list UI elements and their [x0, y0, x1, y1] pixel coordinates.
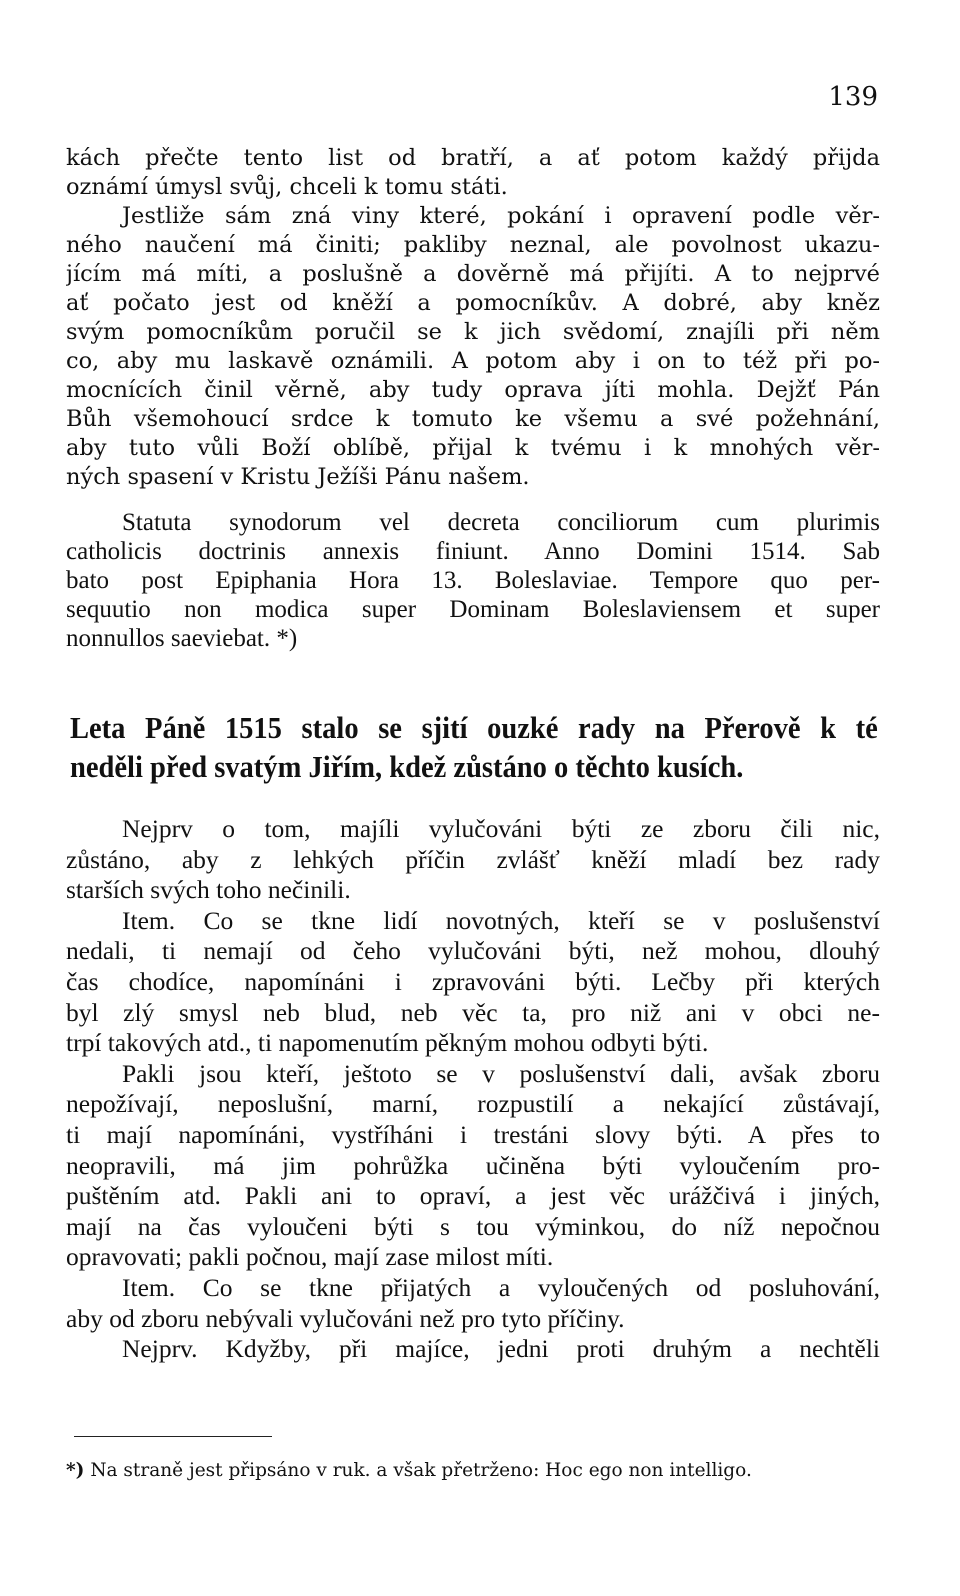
section-heading — [70, 708, 878, 786]
text-line: catholicis doctrinis annexis finiunt. Anno Domini 1514. Sab — [66, 538, 880, 565]
text-line: aby tuto vůli Boží oblíbě, přijal k tvému i k mnohých věr- — [66, 435, 880, 461]
text-line: nedali, ti nemají od čeho vylučováni býti, než mohou, dlouhý — [66, 936, 880, 966]
text-line: Nejprv o tom, majíli vylučováni býti ze zboru čili nic, — [122, 814, 880, 843]
page-number: 139 — [828, 82, 878, 112]
text-line: sequutio non modica super Dominam Boleslaviensem et super — [66, 596, 880, 623]
text-line: jícím má míti, a poslušně a dověrně má přijíti. A to nejprvé — [66, 261, 880, 287]
text-line: Item. Co se tkne lidí novotných, kteří se v poslušenství — [122, 905, 880, 935]
text-line: mají na čas vyloučeni býti s tou výminkou, do níž nepočnou — [66, 1211, 880, 1241]
footnote-text: Na straně jest připsáno v ruk. a však přetrženo: Hoc ego non intelligo. — [90, 1460, 752, 1481]
text-line: ať počato jest od kněží a pomocníkův. A dobré, aby kněz — [66, 290, 880, 316]
text-line: Bůh všemohoucí srdce k tomuto ke všemu a své požehnání, — [66, 406, 880, 432]
footnote — [66, 1460, 880, 1481]
text-line: Statuta synodorum vel decreta conciliorum cum plurimis — [122, 509, 880, 536]
text-line: puštěním atd. Pakli ani to opraví, a jest věc urážčivá i jiných, — [66, 1181, 880, 1211]
text-line: svým pomocníkům poručil se k jich svědomí, znajíli při něm — [66, 319, 880, 345]
text-line: Jestliže sám zná viny které, pokání i opravení podle věr- — [122, 203, 880, 229]
text-line: aby od zboru nebývali vylučováni než pro tyto příčiny. — [66, 1303, 625, 1333]
text-line: kách přečte tento list od bratří, a ať potom každý přijda — [66, 145, 880, 171]
text-line: mocnících činil věrně, aby tudy oprava jíti mohla. Dejžť Pán — [66, 377, 880, 403]
text-line: nepožívají, neposlušní, marní, rozpustilí a nekající zůstávají, — [66, 1089, 880, 1119]
heading-line: Leta Páně 1515 stalo se sjití ouzké rady na Přerově k té — [70, 710, 878, 745]
text-line: Item. Co se tkne přijatých a vyloučených od posluhování, — [122, 1272, 880, 1302]
text-line: co, aby mu laskavě oznámili. A potom aby i on to též při po- — [66, 348, 880, 374]
text-line: neopravili, má jim pohrůžka učiněna býti vyloučením pro- — [66, 1150, 880, 1180]
heading-line: neděli před svatým Jiřím, kdež zůstáno o těchto kusích. — [70, 749, 744, 784]
body-text-block — [66, 814, 880, 1365]
latin-paragraph — [66, 508, 880, 653]
text-line: byl zlý smysl neb blud, neb věc ta, pro niž ani v obci ne- — [66, 997, 880, 1027]
text-line: ného naučení má činiti; pakliby neznal, ale povolnost ukazu- — [66, 232, 880, 258]
text-line: Pakli jsou kteří, ještoto se v poslušenství dali, avšak zboru — [122, 1058, 880, 1088]
text-line: nonnullos saeviebat. *) — [66, 625, 298, 652]
footnote-divider — [74, 1436, 272, 1437]
footnote-mark: *) — [66, 1460, 85, 1481]
text-line: ti mají napomínáni, vystříháni i trestáni slovy býti. A přes to — [66, 1119, 880, 1149]
text-line: zůstáno, aby z lehkých příčin zvlášť kněží mladí bez rady — [66, 844, 880, 874]
text-line: starších svých toho nečinili. — [66, 875, 351, 905]
text-line: opravovati; pakli počnou, mají zase milost míti. — [66, 1242, 554, 1272]
czech-text-block — [66, 144, 880, 492]
text-line: trpí takových atd., ti napomenutím pěkným mohou odbyti býti. — [66, 1028, 709, 1058]
text-line: Nejprv. Kdyžby, při majíce, jedni proti druhým a nechtěli — [122, 1334, 880, 1364]
text-line: oznámí úmysl svůj, chceli k tomu státi. — [66, 174, 508, 200]
text-line: čas chodíce, napomínáni i zpravováni býti. Lečby při kterých — [66, 966, 880, 996]
text-line: ných spasení v Kristu Ježíši Pánu našem. — [66, 464, 530, 490]
text-line: bato post Epiphania Hora 13. Boleslaviae. Tempore quo per- — [66, 567, 880, 594]
